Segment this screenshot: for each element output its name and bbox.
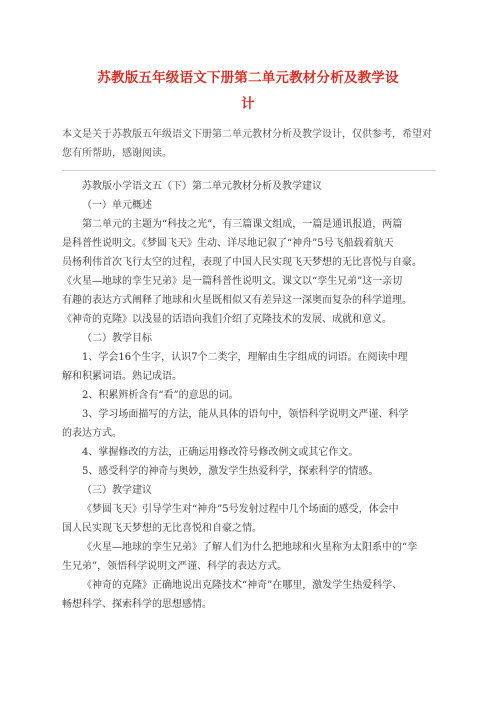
subtitle-line: 苏教版小学语文五（下）第二单元教材分析及教学建议 <box>82 181 322 192</box>
body-line: 第二单元的主题为“科技之光”，有三篇课文组成，一篇是通讯报道，两篇 <box>82 219 403 230</box>
body-line: 《火星—地球的孪生兄弟》是一篇科普性说明文。课文以“孪生兄弟”这一亲切 <box>62 276 403 287</box>
body-line: 《梦圆飞天》引导学生对“神舟”5号发射过程中几个场面的感受，体会中 <box>82 504 399 515</box>
body-line: 生兄弟”，领悟科学说明文严谨、科学的表达方式。 <box>62 561 288 572</box>
section-heading: （三）教学建议 <box>82 485 152 496</box>
body-line: 解和积累词语。熟记成语。 <box>62 371 182 382</box>
intro-paragraph: 本文是关于苏教版五年级语文下册第二单元教材分析及教学设计，仅供参考，希望对您有所帮助，感谢阅读。 <box>62 129 432 159</box>
section-heading: （一）单元概述 <box>82 200 152 211</box>
body-line: 是科普性说明文。《梦圆飞天》生动、详尽地记叙了“神舟”5号飞船载着航天 <box>62 238 394 249</box>
body-line: 3、学习场面描写的方法，能从具体的语句中，领悟科学说明文严谨、科学 <box>82 409 409 420</box>
section-heading: （二）教学目标 <box>82 333 152 344</box>
body-line: 《火星—地球的孪生兄弟》了解人们为什么把地球和火星称为太阳系中的“孪 <box>82 542 418 553</box>
body-line: 1、学会16个生字，认识7个二类字，理解由生字组成的词语。在阅读中理 <box>82 352 408 363</box>
body-line: 员杨利伟首次飞行太空的过程，表现了中国人民实现飞天梦想的无比喜悦与自豪。 <box>62 257 422 268</box>
document-title-line-2: 计 <box>241 96 255 112</box>
document-title-line-1: 苏教版五年级语文下册第二单元教材分析及教学设 <box>97 70 399 86</box>
body-line: 《神奇的克隆》正确地说出克隆技术“神奇”在哪里，激发学生热爱科学、 <box>82 580 403 591</box>
body-line: 2、积累辨析含有“看”的意思的词。 <box>82 390 239 401</box>
body-line: 国人民实现飞天梦想的无比喜悦和自豪之情。 <box>62 523 262 534</box>
body-line: 的表达方式。 <box>62 428 122 439</box>
body-line: 4、掌握修改的方法，正确运用修改符号修改例文或其它作文。 <box>82 447 359 458</box>
body-line: 5、感受科学的神奇与奥妙，激发学生热爱科学，探索科学的情感。 <box>82 466 379 477</box>
body-line: 畅想科学、探索科学的思想感情。 <box>62 599 212 610</box>
body-line: 有趣的表达方式阐释了地球和火星既相似又有差异这一深奥而复杂的科学道理。 <box>62 295 412 306</box>
body-line: 《神奇的克隆》以浅显的话语向我们介绍了克隆技术的发展、成就和意义。 <box>62 314 392 325</box>
divider-line <box>62 170 436 171</box>
